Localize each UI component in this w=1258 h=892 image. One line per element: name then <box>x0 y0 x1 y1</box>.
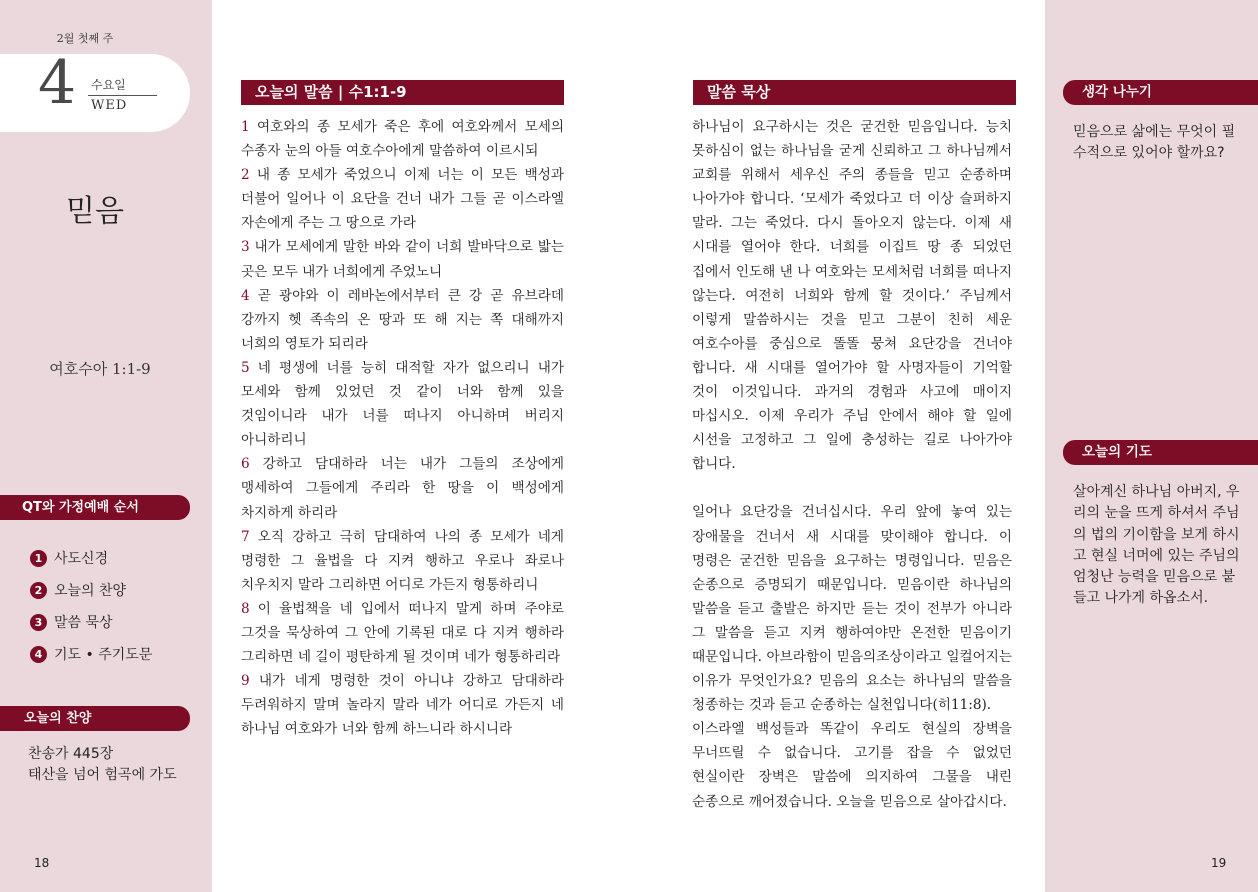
verse <box>241 452 564 524</box>
hymn-name: 태산을 넘어 험곡에 가도 <box>28 767 177 783</box>
verse-text: 강하고 담대하라 너는 내가 그들의 조상에게 맹세하여 그들에게 주리라 한 땅을 이 백성에게 차지하게 하리라 <box>241 456 564 521</box>
order-item <box>30 542 152 574</box>
meditation-paragraph: 이스라엘 백성들과 똑같이 우리도 현실의 장벽을 무너뜨릴 수 없습니다. 고기를 잡을 수 없었던 현실이란 장벽은 말씀에 의지하여 그물을 내린 순종으로 깨어졌습니다. 오늘을 믿음으로 살아갑시다. <box>692 721 1012 810</box>
verse-number: 8 <box>241 600 250 617</box>
prayer-text: 살아계신 하나님 아버지, 우리의 눈을 뜨게 하셔서 주님의 법의 기이함을 보게 하시고 현실 너머에 있는 주님의 엄청난 능력을 믿음으로 붙들고 나가게 하옵소서. <box>1073 484 1240 607</box>
verse <box>241 669 564 741</box>
verse-number: 6 <box>241 456 250 473</box>
verse <box>241 115 564 163</box>
meditation-paragraph: 하나님이 요구하시는 것은 굳건한 믿음입니다. 능치 못하심이 없는 하나님을 굳게 신뢰하고 그 하나님께서 교회를 위해서 세우신 주의 종들을 믿고 순종하며 나아가야 합니다. ‘모세가 죽었다고 더 이상 슬퍼하지 말라. 그는 죽었다. 다시 돌아오지 않는다. 이제 새 시대를 열어야 한다. 너희를 이집트 땅 종 되었던 집에서 인도해 낸 나 여호와는 모세처럼 너희를 떠나지 않는다. 여전히 너희와 함께 할 것이다.’ 주님께서 이렇게 말씀하시는 것을 믿고 그분이 친히 세운 여호수아를 중심으로 똘똘 뭉쳐 요단강을 건너야 합니다. 새 시대를 열어가야 할 사명자들이 기억할 것이 이것입니다. 과거의 경험과 사고에 매이지 마십시오. 이제 우리가 주님 안에서 해야 할 일에 시선을 고정하고 그 일에 충성하는 길로 나아가야 합니다. <box>692 119 1012 473</box>
verse-number: 9 <box>241 673 250 690</box>
order-item-label: 오늘의 찬양 <box>54 583 127 599</box>
verse-text: 내가 모세에게 말한 바와 같이 너희 발바닥으로 밟는 곳은 모두 내가 너희에게 주었노니 <box>241 239 564 280</box>
order-section-title: QT와 가정예배 순서 <box>0 495 190 520</box>
verse-text: 여호와의 종 모세가 죽은 후에 여호와께서 모세의 수종자 눈의 아들 여호수아에게 말씀하여 이르시되 <box>241 119 564 160</box>
verse <box>241 356 564 452</box>
prayer-section-title: 오늘의 기도 <box>1063 440 1258 465</box>
order-list <box>30 542 152 670</box>
scripture-reference: 여호수아 1:1-9 <box>49 360 151 378</box>
page-number-left: 18 <box>34 856 50 870</box>
paragraph-spacer <box>692 476 1012 500</box>
verse-number: 7 <box>241 528 250 545</box>
week-label: 2월 첫째 주 <box>56 32 114 45</box>
day-of-week-en: WED <box>91 98 128 113</box>
share-question: 믿음으로 삶에는 무엇이 필수적으로 있어야 할까요? <box>1073 124 1236 162</box>
order-item-label: 말씀 묵상 <box>54 615 113 631</box>
verse-number: 5 <box>241 359 250 376</box>
order-item <box>30 606 152 638</box>
share-section-title: 생각 나누기 <box>1063 80 1258 105</box>
meditation-title: 말씀 묵상 <box>693 80 1016 105</box>
scripture-title: 오늘의 말씀 | 수1:1-9 <box>241 80 564 105</box>
day-of-week-ko: 수요일 <box>91 78 126 92</box>
verse-text: 내 종 모세가 죽었으니 이제 너는 이 모든 백성과 더불어 일어나 이 요단을 건너 내가 그들 곧 이스라엘 자손에게 주는 그 땅으로 가라 <box>241 167 564 232</box>
verse-text: 오직 강하고 극히 담대하여 나의 종 모세가 네게 명령한 그 율법을 다 지켜 행하고 우로나 좌로나 치우치지 말라 그리하면 어디로 가든지 형통하리니 <box>241 528 564 593</box>
verse <box>241 235 564 283</box>
order-item <box>30 574 152 606</box>
verse-text: 네 평생에 너를 능히 대적할 자가 없으리니 내가 모세와 함께 있었던 것 같이 너와 함께 있을 것임이니라 내가 너를 떠나지 아니하며 버리지 아니하리니 <box>241 359 564 449</box>
verse <box>241 284 564 356</box>
verse-text: 내가 네게 명령한 것이 아니냐 강하고 담대하라 두려워하지 말며 놀라지 말라 네가 어디로 가든지 네 하나님 여호와가 너와 함께 하느니라 하시니라 <box>241 673 564 738</box>
verse-number: 4 <box>241 287 250 304</box>
verse <box>241 163 564 235</box>
page-number-right: 19 <box>1211 856 1227 870</box>
order-item <box>30 638 152 670</box>
verse <box>241 525 564 597</box>
order-item-label: 사도신경 <box>54 551 109 567</box>
date-badge <box>0 54 190 132</box>
verse-number: 1 <box>241 119 250 135</box>
verse-number: 2 <box>241 167 250 184</box>
meditation-text <box>692 115 1012 814</box>
verse-number: 3 <box>241 239 250 256</box>
hymn-section-title: 오늘의 찬양 <box>0 706 190 731</box>
verse-text: 이 율법책을 네 입에서 떠나지 말게 하며 주야로 그것을 묵상하여 그 안에 기록된 대로 다 지켜 행하라 그리하면 네 길이 평탄하게 될 것이며 네가 형통하리라 <box>241 600 564 666</box>
order-item-label: 기도 • 주기도문 <box>54 647 153 663</box>
verse-text: 곧 광야와 이 레바논에서부터 큰 강 곧 유브라데 강까지 헷 족속의 온 땅과 또 해 지는 쪽 대해까지 너희의 영토가 되리라 <box>241 287 564 352</box>
date-divider <box>88 95 157 96</box>
number-badge: 3 <box>30 614 47 631</box>
daily-theme: 믿음 <box>66 194 124 229</box>
verse <box>241 597 564 669</box>
hymn-number: 찬송가 445장 <box>28 746 114 762</box>
number-badge: 2 <box>30 582 47 599</box>
day-number: 4 <box>38 48 77 118</box>
number-badge: 4 <box>30 646 47 663</box>
scripture-text <box>241 115 564 741</box>
hymn-info <box>28 744 177 786</box>
meditation-paragraph: 일어나 요단강을 건너십시다. 우리 앞에 놓여 있는 장애물을 건너서 새 시대를 맞이해야 합니다. 이 명령은 굳건한 믿음을 요구하는 명령입니다. 믿음은 순종으로 증명되기 때문입니다. 믿음이란 하나님의 말씀을 듣고 출발은 하지만 듣는 것이 전부가 아니라 그 말씀을 듣고 지켜 행하여야만 온전한 믿음이기 때문입니다. 아브라함이 믿음의조상이라고 일컬어지는 이유가 무엇인가요? 믿음의 요소는 하나님의 말씀을 청종하는 것과 듣고 순종하는 실천입니다(히11:8). <box>692 504 1012 714</box>
number-badge: 1 <box>30 550 47 567</box>
